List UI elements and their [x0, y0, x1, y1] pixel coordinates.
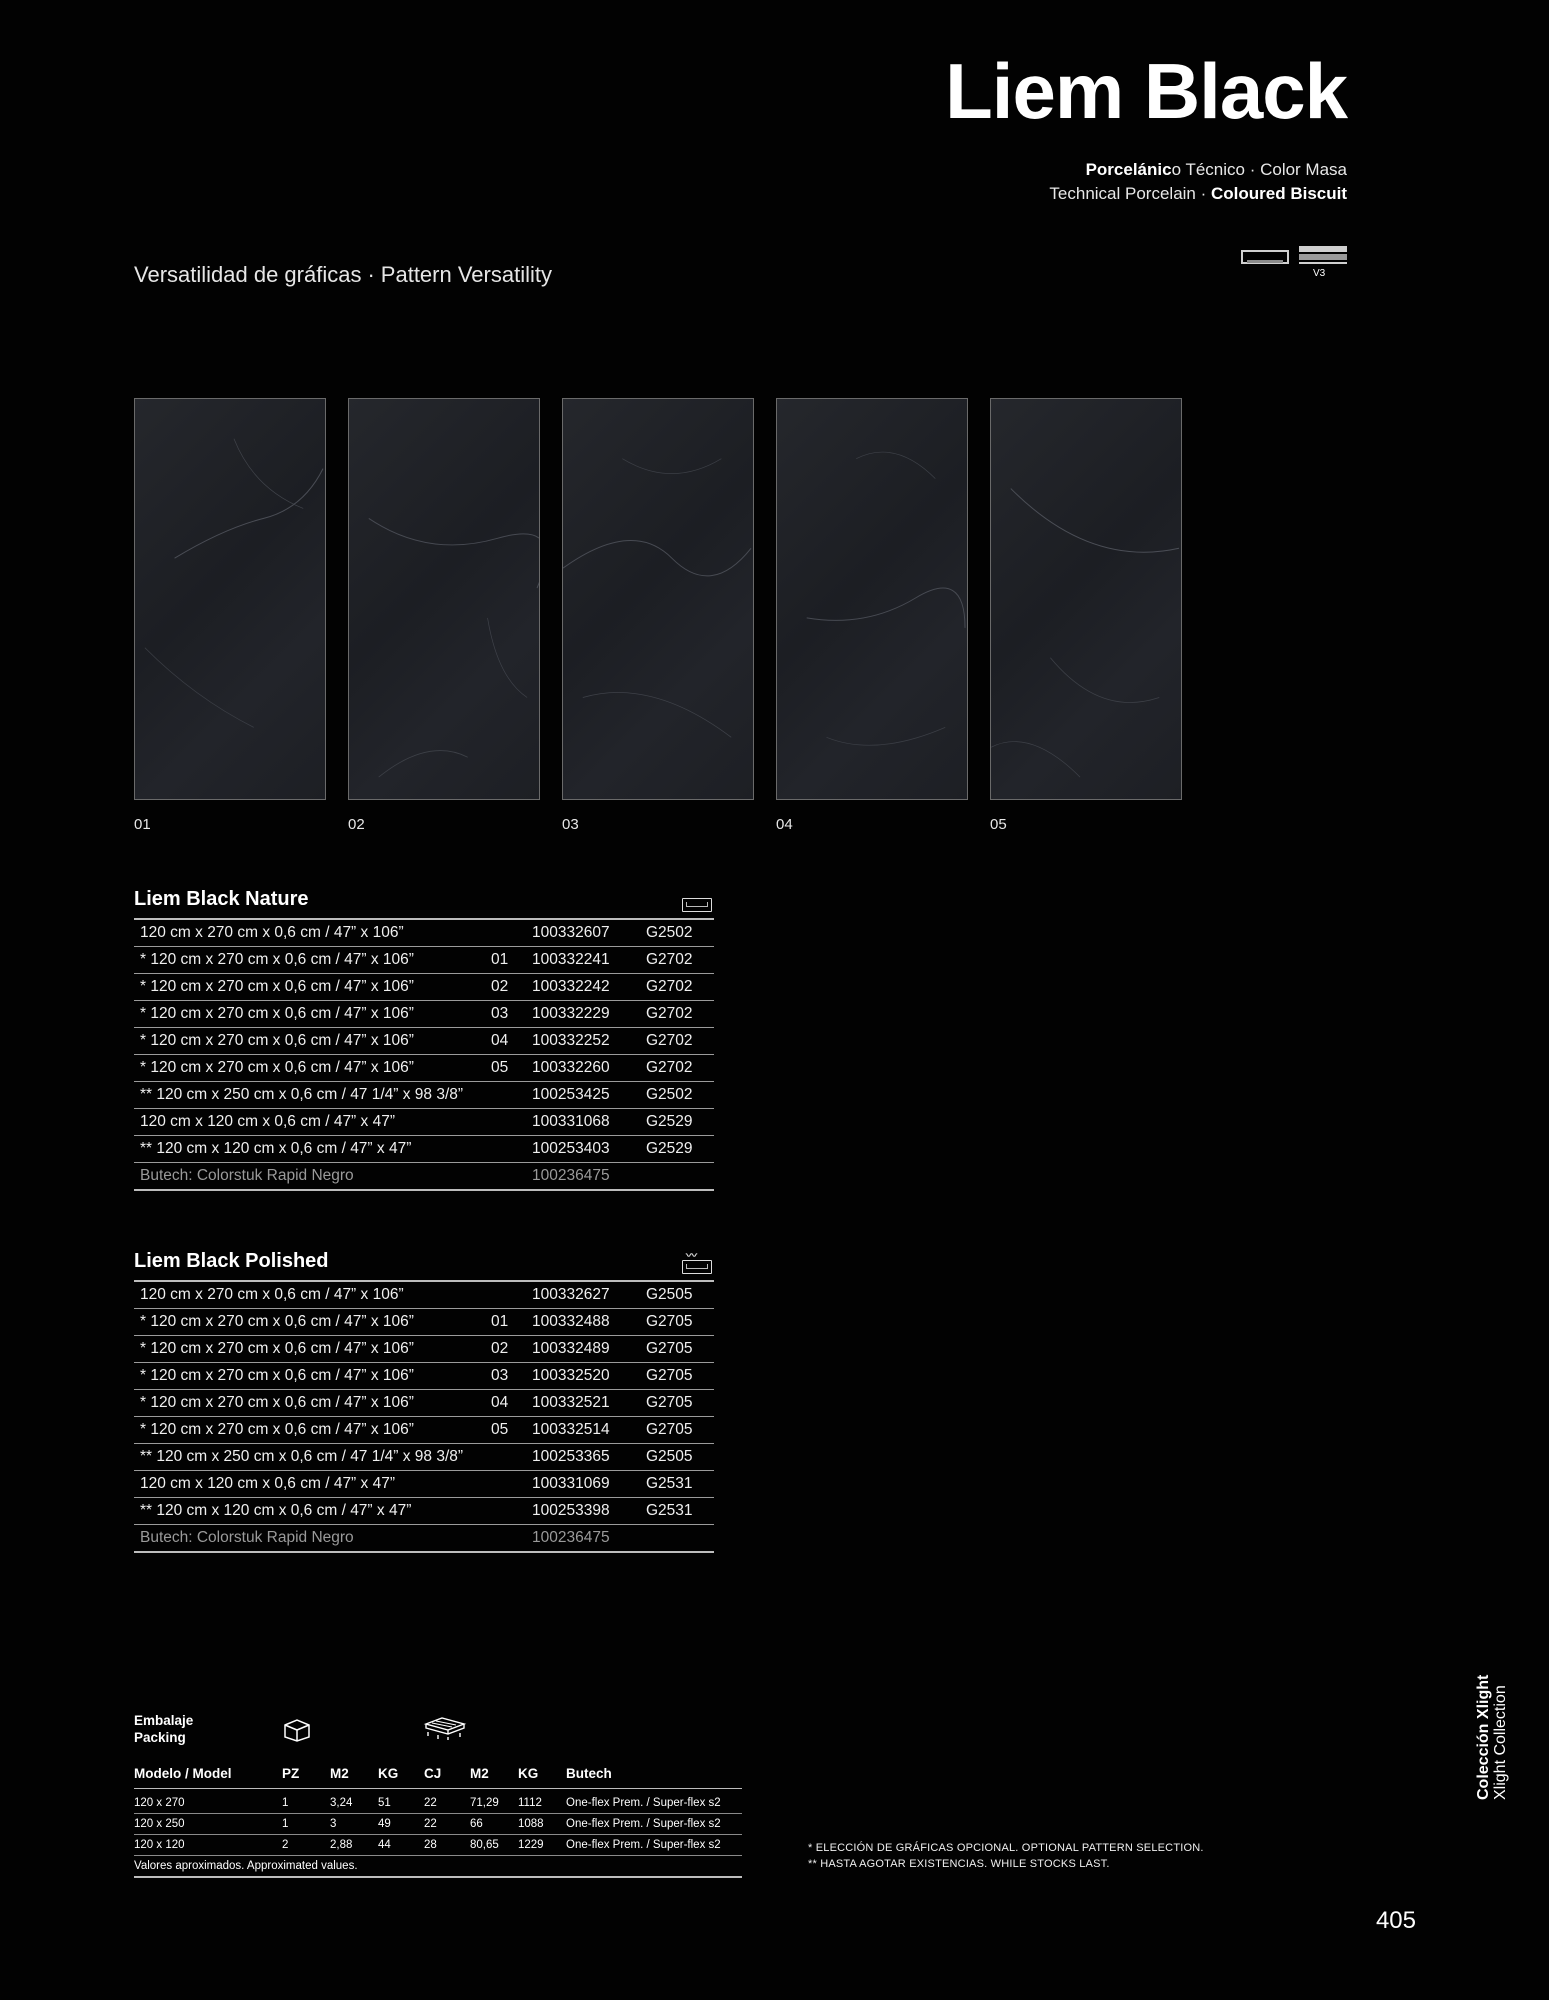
- polished-finish-icon: [682, 1260, 712, 1274]
- tile-01: [134, 398, 326, 800]
- table-row: 120 cm x 120 cm x 0,6 cm / 47” x 47” 100331069 G2531: [134, 1471, 714, 1498]
- slab-format-icon: [1241, 246, 1289, 270]
- polished-title: Liem Black Polished 〰: [134, 1250, 714, 1280]
- tile-label-01: 01: [134, 816, 151, 833]
- pallet-icon: [422, 1714, 468, 1742]
- approx-values-note: Valores aproximados. Approximated values.: [134, 1856, 742, 1878]
- tile-03: [562, 398, 754, 800]
- table-row: 120 cm x 120 cm x 0,6 cm / 47” x 47” 100331068 G2529: [134, 1109, 714, 1136]
- packing-table: [134, 1762, 742, 1878]
- table-row: * 120 cm x 270 cm x 0,6 cm / 47” x 106” 01 100332488 G2705: [134, 1309, 714, 1336]
- table-row: * 120 cm x 270 cm x 0,6 cm / 47” x 106” 05 100332514 G2705: [134, 1417, 714, 1444]
- material-line-es: Porcelánico Técnico · Color Masa: [1085, 160, 1347, 179]
- material-line-en: Technical Porcelain · Coloured Biscuit: [1049, 184, 1347, 203]
- pattern-versatility-heading: Versatilidad de gráficas · Pattern Versatility: [134, 262, 552, 287]
- tile-05: [990, 398, 1182, 800]
- table-row: * 120 cm x 270 cm x 0,6 cm / 47” x 106” 03 100332229 G2702: [134, 1001, 714, 1028]
- tile-label-02: 02: [348, 816, 365, 833]
- table-row: 120 x 270 1 3,24 51 22 71,29 1112 One-flex Prem. / Super-flex s2: [134, 1793, 742, 1814]
- page-number: 405: [1375, 1907, 1416, 1934]
- tile-label-05: 05: [990, 816, 1007, 833]
- table-row: * 120 cm x 270 cm x 0,6 cm / 47” x 106” 03 100332520 G2705: [134, 1363, 714, 1390]
- packing-header-row: Modelo / Model PZ M2 KG CJ M2 KG Butech: [134, 1762, 742, 1789]
- table-row: 120 cm x 270 cm x 0,6 cm / 47” x 106” 100332627 G2505: [134, 1282, 714, 1309]
- pattern-tiles: [134, 398, 1184, 836]
- table-row: ** 120 cm x 120 cm x 0,6 cm / 47” x 47” 100253403 G2529: [134, 1136, 714, 1163]
- table-row: * 120 cm x 270 cm x 0,6 cm / 47” x 106” 04 100332252 G2702: [134, 1028, 714, 1055]
- page-title: Liem Black: [945, 47, 1347, 135]
- tile-02: [348, 398, 540, 800]
- polished-table: [134, 1250, 714, 1553]
- matte-finish-icon: [682, 898, 712, 912]
- v3-variation-icon: V3: [1299, 246, 1347, 270]
- tile-04: [776, 398, 968, 800]
- tile-label-03: 03: [562, 816, 579, 833]
- table-row: 120 x 250 1 3 49 22 66 1088 One-flex Prem. / Super-flex s2: [134, 1814, 742, 1835]
- table-row: * 120 cm x 270 cm x 0,6 cm / 47” x 106” 05 100332260 G2702: [134, 1055, 714, 1082]
- table-row: 120 x 120 2 2,88 44 28 80,65 1229 One-flex Prem. / Super-flex s2: [134, 1835, 742, 1856]
- table-row: ** 120 cm x 120 cm x 0,6 cm / 47” x 47” 100253398 G2531: [134, 1498, 714, 1525]
- tile-label-04: 04: [776, 816, 793, 833]
- footnotes: * ELECCIÓN DE GRÁFICAS OPCIONAL. OPTIONAL PATTERN SELECTION. ** HASTA AGOTAR EXISTENCIAS. WHILE STOCKS LAST.: [808, 1842, 1204, 1870]
- table-row: ** 120 cm x 250 cm x 0,6 cm / 47 1/4” x 98 3/8” 100253425 G2502: [134, 1082, 714, 1109]
- butech-row: Butech: Colorstuk Rapid Negro 100236475: [134, 1163, 714, 1191]
- nature-title: Liem Black Nature: [134, 888, 714, 918]
- nature-table: [134, 888, 714, 1191]
- butech-row: Butech: Colorstuk Rapid Negro 100236475: [134, 1525, 714, 1553]
- packing-heading: Embalaje Packing: [134, 1713, 194, 1745]
- table-row: * 120 cm x 270 cm x 0,6 cm / 47” x 106” 04 100332521 G2705: [134, 1390, 714, 1417]
- table-row: ** 120 cm x 250 cm x 0,6 cm / 47 1/4” x 98 3/8” 100253365 G2505: [134, 1444, 714, 1471]
- box-icon: [282, 1718, 312, 1742]
- table-row: * 120 cm x 270 cm x 0,6 cm / 47” x 106” 02 100332242 G2702: [134, 974, 714, 1001]
- table-row: * 120 cm x 270 cm x 0,6 cm / 47” x 106” 02 100332489 G2705: [134, 1336, 714, 1363]
- format-icons: [1241, 246, 1347, 279]
- table-row: * 120 cm x 270 cm x 0,6 cm / 47” x 106” 01 100332241 G2702: [134, 947, 714, 974]
- table-row: 120 cm x 270 cm x 0,6 cm / 47” x 106” 100332607 G2502: [134, 920, 714, 947]
- packing-section: [134, 1712, 742, 1872]
- collection-side-label: Colección Xlight Xlight Collection: [1475, 1674, 1509, 1800]
